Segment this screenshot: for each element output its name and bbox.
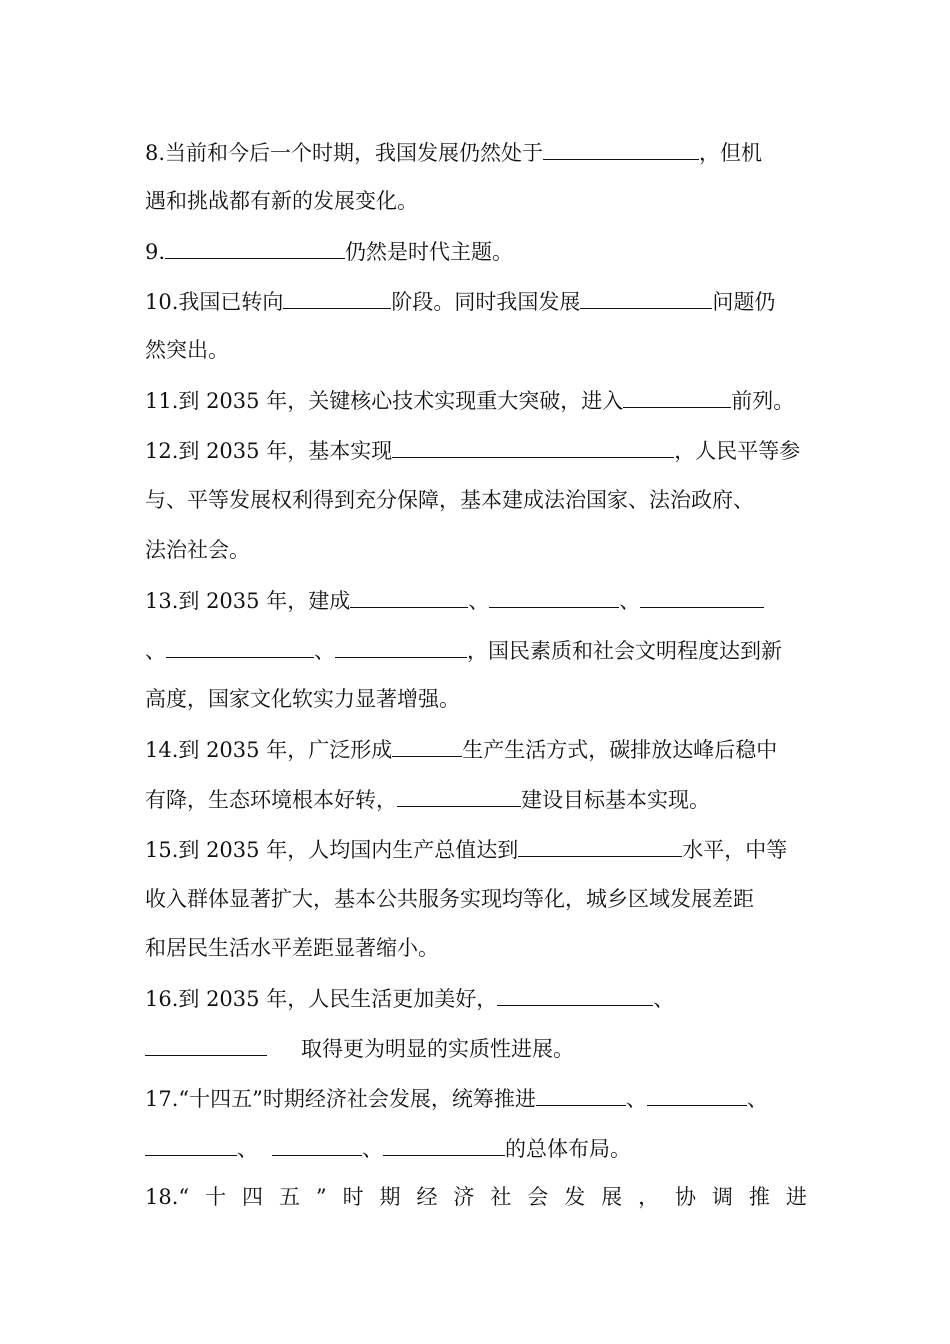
- question-16-line-1: [145, 983, 807, 1013]
- question-16-text-line2: 取得更为明显的实质性进展。: [301, 1037, 574, 1061]
- answer-blank-q17-2[interactable]: [647, 1083, 747, 1106]
- question-18-char: 期: [379, 1185, 401, 1209]
- question-18-char: 经: [416, 1185, 438, 1209]
- answer-blank-q13-2[interactable]: [489, 585, 619, 608]
- question-9-text: 仍然是时代主题。: [345, 240, 514, 264]
- question-12-line-1: [145, 435, 807, 465]
- question-16-text: 16.到 2035 年，人民生活更加美好，: [145, 987, 498, 1011]
- question-17-line-2: [145, 1133, 807, 1163]
- answer-blank-q10-2[interactable]: [580, 286, 712, 309]
- question-12-line-3: [145, 535, 807, 565]
- question-18-char: 四: [242, 1185, 264, 1209]
- question-9-line-1: [145, 236, 807, 266]
- question-15-text-line2: 收入群体显著扩大，基本公共服务实现均等化，城乡区域发展差距: [145, 887, 754, 911]
- question-8-text-line2: 遇和挑战都有新的发展变化。: [145, 189, 418, 213]
- question-8-line-1: [145, 137, 807, 167]
- question-15-line-2: [145, 884, 807, 914]
- question-15-text: 15.到 2035 年，人均国内生产总值达到: [145, 838, 519, 862]
- question-18-char: 时: [342, 1185, 364, 1209]
- answer-blank-q13-1[interactable]: [350, 585, 468, 608]
- question-17-sep-3: 、: [237, 1137, 258, 1161]
- question-17-line-1: [145, 1083, 807, 1113]
- question-18-char: 推: [748, 1185, 770, 1209]
- answer-blank-q14-1[interactable]: [392, 734, 462, 757]
- question-17-sep-1: 、: [625, 1087, 647, 1111]
- question-10-line-1: [145, 286, 807, 316]
- question-18-char: 进: [785, 1185, 807, 1209]
- question-14-text-line2: 有降，生态环境根本好转，: [145, 788, 397, 812]
- question-12-text-line2: 与、平等发展权利得到充分保障，基本建成法治国家、法治政府、: [145, 488, 754, 512]
- question-16-sep: 、: [653, 987, 675, 1011]
- question-16-line-2: [145, 1033, 807, 1063]
- question-8-line-2: [145, 186, 807, 216]
- question-14-line-1: [145, 734, 807, 764]
- question-18-char: 十: [205, 1185, 227, 1209]
- question-14-text-mid: 生产生活方式，碳排放达峰后稳中: [462, 738, 778, 762]
- question-8-text: 8.当前和今后一个时期，我国发展仍然处于: [145, 141, 544, 165]
- question-12-line-2: [145, 485, 807, 515]
- question-15-line-3: [145, 933, 807, 963]
- question-13-line-2: [145, 635, 807, 665]
- question-14-text-line2-end: 建设目标基本实现。: [521, 788, 710, 812]
- question-18-char: 社: [490, 1185, 512, 1209]
- question-13-line-3: [145, 684, 807, 714]
- answer-blank-q8[interactable]: [543, 137, 699, 160]
- question-11-line-1: [145, 385, 807, 415]
- question-13-text: 13.到 2035 年，建成: [145, 589, 351, 613]
- answer-blank-q10-1[interactable]: [283, 286, 391, 309]
- answer-blank-q16-1[interactable]: [497, 983, 653, 1006]
- question-17-sep-2: 、: [746, 1087, 768, 1111]
- question-12-text-end: ，人民平等参: [674, 439, 801, 463]
- answer-blank-q16-2[interactable]: [145, 1033, 267, 1056]
- question-13-sep-1: 、: [468, 589, 490, 613]
- question-9-number: 9.: [145, 240, 166, 264]
- question-11-text-end: 前列。: [731, 389, 795, 413]
- question-18-char: 五: [278, 1185, 300, 1209]
- question-18-char: 会: [527, 1185, 549, 1209]
- question-17-sep-4: 、: [362, 1137, 383, 1161]
- question-12-text-line3: 法治社会。: [145, 538, 250, 562]
- question-13-line-1: [145, 585, 807, 615]
- question-13-sep-3: 、: [145, 639, 166, 663]
- question-10-text-mid: 阶段。同时我国发展: [391, 290, 581, 314]
- question-15-line-1: [145, 834, 807, 864]
- question-14-line-2: [145, 784, 807, 814]
- question-18-line-1: [145, 1182, 807, 1212]
- answer-blank-q13-5[interactable]: [335, 635, 467, 658]
- answer-blank-q13-4[interactable]: [166, 635, 314, 658]
- question-17-text-end: 的总体布局。: [505, 1137, 631, 1161]
- question-18-char: 发: [564, 1185, 586, 1209]
- question-17-text: 17.“十四五”时期经济社会发展，统筹推进: [145, 1087, 536, 1111]
- answer-blank-q12[interactable]: [392, 435, 674, 458]
- question-10-text: 10.我国已转向: [145, 290, 284, 314]
- question-18-char: 调: [711, 1185, 733, 1209]
- answer-blank-q17-4[interactable]: [272, 1133, 362, 1156]
- question-13-sep-4: 、: [314, 639, 335, 663]
- question-13-text-line3: 高度，国家文化软实力显著增强。: [145, 687, 460, 711]
- question-18-char: ，: [638, 1185, 660, 1209]
- question-10-line-2: [145, 335, 807, 365]
- answer-blank-q17-3[interactable]: [145, 1133, 237, 1156]
- answer-blank-q14-2[interactable]: [397, 784, 521, 807]
- question-18-char: 济: [453, 1185, 475, 1209]
- question-13-sep-2: 、: [619, 589, 641, 613]
- question-18-char: 18.“: [145, 1185, 190, 1209]
- answer-blank-q13-3[interactable]: [640, 585, 764, 608]
- question-18-char: ”: [315, 1185, 327, 1209]
- answer-blank-q17-1[interactable]: [536, 1083, 626, 1106]
- question-10-text-end: 问题仍: [712, 290, 776, 314]
- question-8-text-cont: ，但机: [699, 141, 763, 165]
- question-10-text-line2: 然突出。: [145, 338, 229, 362]
- question-13-text-end: ，国民素质和社会文明程度达到新: [467, 639, 782, 663]
- answer-blank-q11[interactable]: [623, 385, 731, 408]
- question-15-text-line3: 和居民生活水平差距显著缩小。: [145, 936, 439, 960]
- question-11-text: 11.到 2035 年，关键核心技术实现重大突破，进入: [145, 389, 624, 413]
- answer-blank-q17-5[interactable]: [383, 1133, 505, 1156]
- question-14-text: 14.到 2035 年，广泛形成: [145, 738, 393, 762]
- question-18-char: 协: [675, 1185, 697, 1209]
- question-18-char: 展: [601, 1185, 623, 1209]
- question-15-text-end: 水平，中等: [682, 838, 788, 862]
- question-12-text: 12.到 2035 年，基本实现: [145, 439, 393, 463]
- answer-blank-q15[interactable]: [518, 834, 682, 857]
- answer-blank-q9[interactable]: [165, 236, 345, 259]
